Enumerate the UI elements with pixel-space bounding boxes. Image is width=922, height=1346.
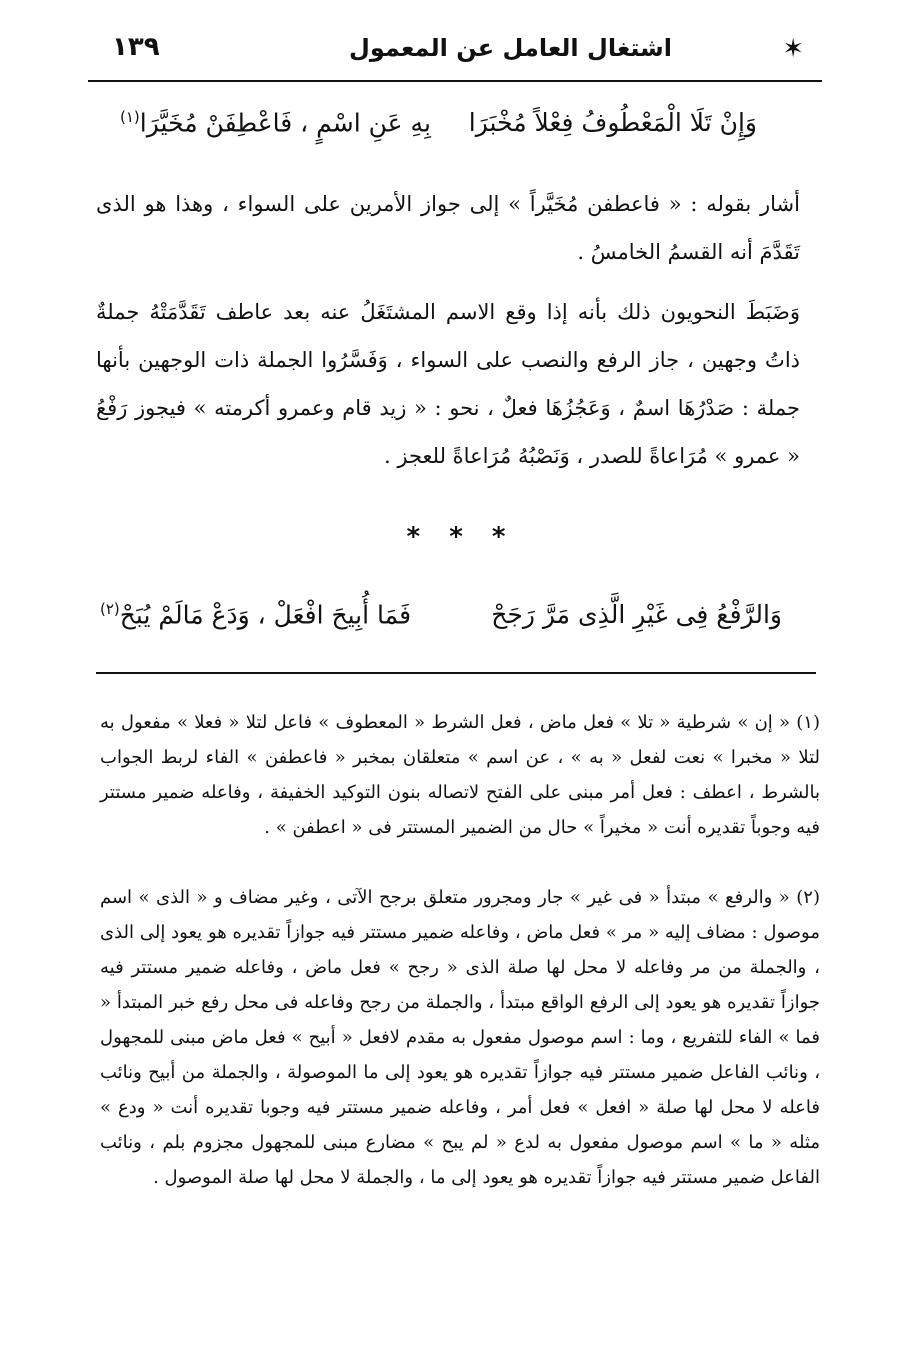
verse-2-hemistich-1: وَالرَّفْعُ فِى غَيْرِ الَّذِى مَرَّ رَجَحْ xyxy=(491,600,782,629)
verse-1-hemistich-1: وَإِنْ تَلَا الْمَعْطُوفُ فِعْلاً مُخْبَرَا xyxy=(468,108,757,137)
verse-2-hemistich-2 xyxy=(100,600,411,629)
verse-1-hemistich-2 xyxy=(120,108,431,137)
page-number: ١٣٩ xyxy=(112,32,160,62)
verse-2-hemistich-2-text: فَمَا أُبِيحَ افْعَلْ ، وَدَعْ مَالَمْ يُبَحْ xyxy=(119,600,412,630)
paragraph-1: أشار بقوله : « فاعطفن مُخَيَّراً » إلى جواز الأمرين على السواء ، وهذا هو الذى تَقَدَّمَ أنه القسمُ الخامسُ . xyxy=(96,192,800,264)
section-separator: * * * xyxy=(406,522,516,552)
footnote-2: (٢) « والرفع » مبتدأ « فى غير » جار ومجرور متعلق برجح الآتى ، وغير مضاف و « الذى » اسم موصول : مضاف إليه « مر » فعل ماض ، وفاعله ضمير مستتر فيه جوازاً تقديره هو يعود إلى الذى ، والجملة من مر وفاعله لا محل لها صلة الذى « رجح » فعل ماض ، وفاعله ضمير مستتر فيه جوازاً تقديره هو يعود إلى الرفع الواقع مبتدأ ، والجملة من رجح وفاعله فى محل رفع خبر المبتدأ « فما » الفاء للتفريع ، وما : اسم موصول مفعول به مقدم لافعل « أبيح » فعل ماض مبنى للمجهول ، ونائب الفاعل ضمير مستتر فيه جوازاً تقديره هو يعود إلى ما الموصولة ، والجملة من أبيح ونائب فاعله لا محل لها صلة « افعل » فعل أمر ، وفاعله ضمير مستتر فيه وجوبا تقديره أنت « ودع » مثله « ما » اسم موصول مفعول به لدع « لم يبح » مضارع مبنى للمجهول مجزوم بلم ، ونائب الفاعل ضمير مستتر فيه جوازاً تقديره هو يعود إلى ما ، والجملة لا محل لها صلة الموصول . xyxy=(100,887,821,1188)
footnote-1: (١) « إن » شرطية « تلا » فعل ماض ، فعل الشرط « المعطوف » فاعل لتلا « فعلا » مفعول به لتلا « مخبرا » نعت لفعل « به » ، عن اسم » متعلقان بمخبر « فاعطفن » الفاء لربط الجواب بالشرط ، اعطف : فعل أمر مبنى على الفتح لاتصاله بنون التوكيد الخفيفة ، وفاعله ضمير مستتر فيه وجوباً تقديره أنت « مخيراً » حال من الضمير المستتر فى « اعطفن » . xyxy=(100,712,820,838)
footnote-ref-2: (٢) xyxy=(100,600,120,618)
verse-1-hemistich-2-text: بِهِ عَنِ اسْمٍ ، فَاعْطِفَنْ مُخَيَّرَا xyxy=(139,108,431,138)
verse-1 xyxy=(120,108,757,148)
running-header xyxy=(88,28,822,78)
footnote-ref-1: (١) xyxy=(120,108,140,126)
footnote-rule xyxy=(96,672,816,674)
ornament-icon: ✶ xyxy=(782,34,804,64)
paragraph-2: وَضَبَطَ النحويون ذلك بأنه إذا وقع الاسم المشتَغَلُ عنه بعد عاطف تَقَدَّمَتْهُ جملةٌ ذاتُ وجهين ، جاز الرفع والنصب على السواء ، وَفَسَّرُوا الجملة ذات الوجهين بأنها جملة : صَدْرُهَا اسمٌ ، وَعَجُزُهَا فعلٌ ، نحو : « زيد قام وعمرو أكرمته » فيجوز رَفْعُ « عمرو » مُرَاعاةً للصدر ، وَنَصْبُهُ مُرَاعاةً للعجز . xyxy=(96,300,800,468)
verse-2 xyxy=(100,600,782,642)
header-title: اشتغال العامل عن المعمول xyxy=(349,34,672,62)
header-rule xyxy=(88,80,822,82)
